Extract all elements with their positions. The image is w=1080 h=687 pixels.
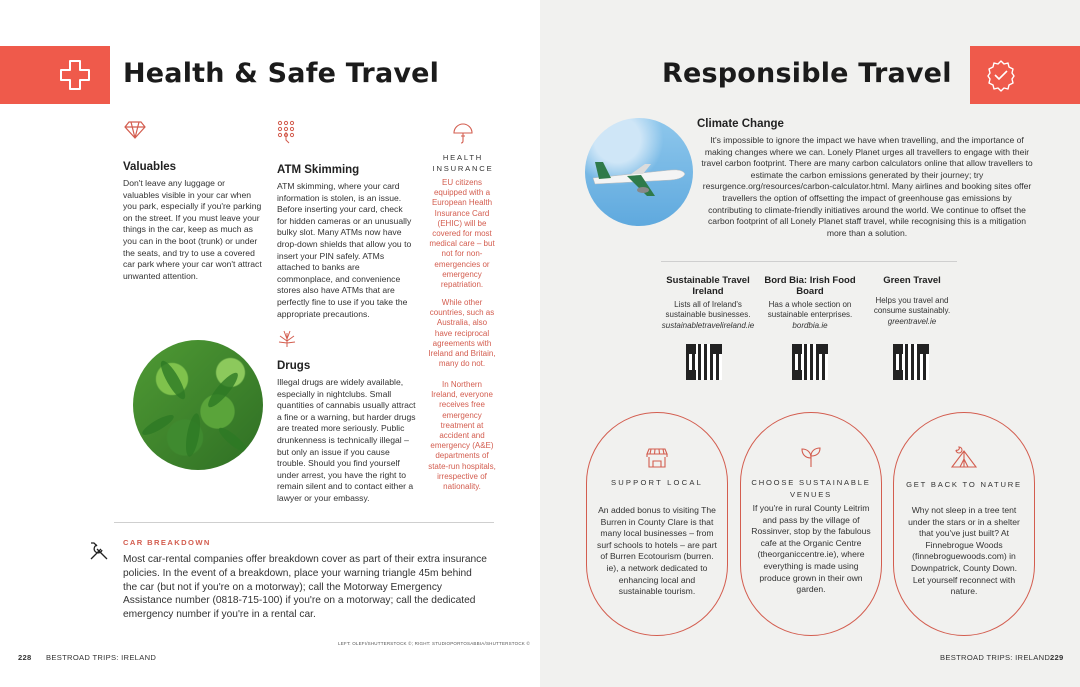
qr-code[interactable]	[893, 344, 929, 380]
header-tab-right	[970, 46, 1080, 104]
keypad-icon	[277, 120, 295, 144]
page-title: Health & Safe Travel	[123, 58, 440, 89]
footer-left: BESTROAD TRIPS: IRELAND	[46, 653, 157, 662]
footer-right: BESTROAD TRIPS: IRELAND	[940, 653, 1051, 662]
insurance-heading: HEALTH INSURANCE	[432, 153, 494, 173]
qr-code[interactable]	[686, 344, 722, 380]
breakdown-heading: CAR BREAKDOWN	[123, 538, 211, 547]
pill-heading: CHOOSE SUSTAINABLE VENUES	[751, 478, 871, 499]
page-number-left: 228	[18, 653, 32, 662]
resource-url[interactable]: greentravel.ie	[887, 317, 937, 326]
divider-right	[661, 261, 957, 262]
photo-credit: LEFT: OLEFI/SHUTTERSTOCK ©; RIGHT: STUDIOPORTOSABBIA/SHUTTERSTOCK ©	[338, 641, 530, 646]
pill-text: An added bonus to visiting The Burren in County Clare is that many local businesses – from surf schools to hotels – are part of Burren Ecotourism (burren. ie), a network dedicated to enhancing local and sustainable tourism.	[597, 505, 717, 597]
climate-text: It's impossible to ignore the impact we have when travelling, and the importance of making changes where we can. Lonely Planet urges all travellers to engage with their travel carbon footprint. There are many carbon calculators online that allow travellers to estimate the carbon emissions generated by their journey; try resurgence.org/resources/carbon-calculator.html. Many airlines and booking sites offer travellers the option of offsetting the impact of greenhouse gas emissions by contributing to climate-friendly initiatives around the world. We continue to offset the carbon footprint of all Lonely Planet staff travel, while recognising this is a mitigation more than a solution.	[701, 135, 1033, 238]
pill-text: If you're in rural County Leitrim and pass by the village of Rossinver, stop by the fabulous cafe at the Organic Centre (theorganiccentre.ie), where everything is made using produce grown in their own garden.	[751, 503, 871, 595]
diamond-icon	[123, 120, 147, 140]
divider	[114, 522, 494, 523]
umbrella-icon	[452, 122, 474, 144]
drugs-heading: Drugs	[277, 360, 311, 372]
tools-icon	[88, 540, 110, 562]
resource-desc: Lists all of Ireland's sustainable businesses.	[665, 300, 751, 319]
resource-url[interactable]: sustainabletravelireland.ie	[661, 321, 755, 330]
page-title-right: Responsible Travel	[662, 58, 952, 89]
badge-check-icon	[984, 58, 1018, 92]
tent-icon	[950, 445, 978, 469]
valuables-text: Don't leave any luggage or valuables visible in your car when you park, especially if you're parking on the street. If you must leave your things in the car, keep as much as you can in the boot (trunk) or under the seats, and try to use a covered car park where your car won't attract unwanted attention.	[123, 178, 262, 281]
insurance-text-3: In Northern Ireland, everyone receives free emergency treatment at accident and emergency (A&E) departments of state-run hospitals, irrespective of nationality.	[428, 380, 496, 492]
cannabis-photo	[133, 340, 263, 470]
cannabis-leaf-icon	[277, 327, 297, 349]
pill-text: Why not sleep in a tree tent under the stars or in a shelter that you've just built? At Finnebrogue Woods (finnebroguewoods.com) in Downpatrick, County Down. Let yourself reconnect with nature.	[908, 505, 1020, 597]
valuables-heading: Valuables	[123, 161, 177, 173]
airplane-photo	[585, 118, 693, 226]
sprout-icon	[799, 445, 823, 469]
pill-support-local	[586, 412, 728, 636]
climate-heading: Climate Change	[697, 118, 784, 130]
atm-text: ATM skimming, where your card information is stolen, is an issue. Before inserting your card, check for hidden cameras or an unusually bulky slot. Many ATMs now have drop-down shields that allow you to insert your PIN safely. ATMs attached to banks are commonplace, and convenience stores also have ATMs that are perfectly fine to use if you take the appropriate precautions.	[277, 181, 412, 319]
resource-name: Green Travel	[883, 275, 941, 286]
page-number-right: 229	[1050, 653, 1064, 662]
resource-desc: Has a whole section on sustainable enterprises.	[767, 300, 853, 319]
pill-heading: GET BACK TO NATURE	[906, 480, 1022, 489]
header-tab	[0, 46, 110, 104]
insurance-text-1: EU citizens equipped with a European Health Insurance Card (EHIC) will be covered for most medical care – but not for non-emergencies or emergency repatriation.	[429, 178, 495, 290]
medical-cross-icon	[58, 58, 92, 92]
pill-heading: SUPPORT LOCAL	[610, 478, 704, 487]
drugs-text: Illegal drugs are widely available, especially in nightclubs. Small quantities of cannabis usually attract a fine or a warning, but harder drugs are treated more seriously. Public drunkenness is technically illegal – but only an issue if you cause trouble. Should you find yourself under arrest, you have the right to remain silent and to contact either a lawyer or your embassy.	[277, 377, 416, 503]
resource-desc: Helps you travel and consume sustainably.	[873, 296, 951, 315]
breakdown-text: Most car-rental companies offer breakdown cover as part of their extra insurance policies. In the event of a breakdown, place your warning triangle 45m behind the car (but not if you're on a motorway); call the Motorway Emergency Assistance number (0818-715-100) if you're on a motorway; call the dedicated emergency number if you're in a rental car.	[123, 554, 487, 621]
insurance-text-2: While other countries, such as Australia, also have reciprocal agreements with Ireland and Britain, many do not.	[428, 298, 496, 369]
atm-heading: ATM Skimming	[277, 164, 360, 176]
pill-sustainable-venues	[740, 412, 882, 636]
resource-url[interactable]: bordbia.ie	[792, 321, 828, 330]
pill-back-to-nature	[893, 412, 1035, 636]
resource-name: Bord Bia: Irish Food Board	[764, 275, 856, 297]
qr-code[interactable]	[792, 344, 828, 380]
resource-name: Sustainable Travel Ireland	[666, 275, 750, 297]
shop-icon	[645, 447, 669, 469]
